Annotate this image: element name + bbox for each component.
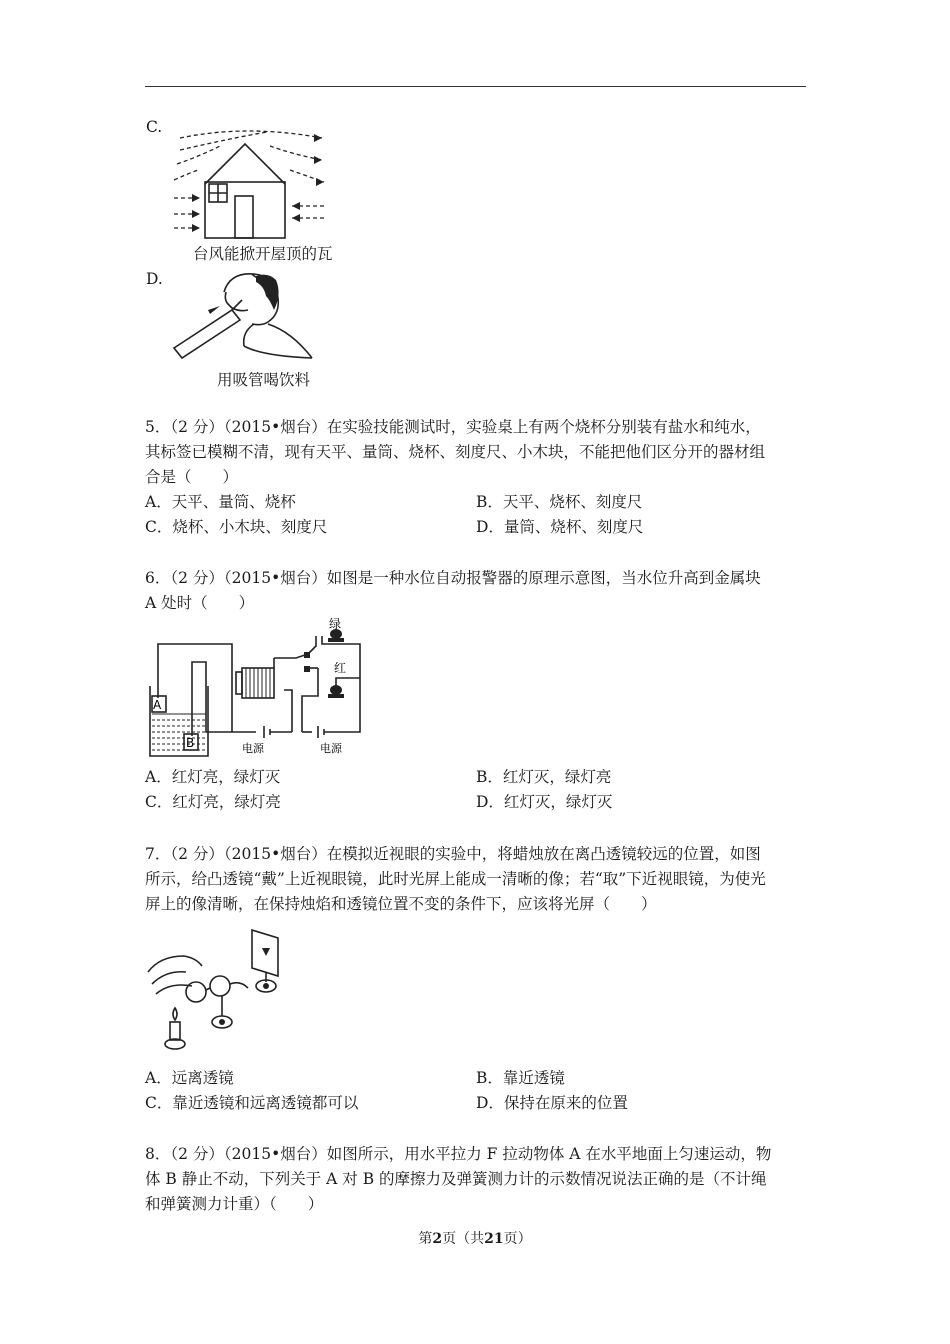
power-source-1-label: 电源 bbox=[242, 742, 264, 755]
electrode-a-label: A bbox=[153, 698, 162, 712]
power-source-2-label: 电源 bbox=[320, 742, 342, 755]
footer-total-pages: 21 bbox=[484, 1231, 504, 1247]
page-footer bbox=[0, 1228, 950, 1248]
option-c-label: C. bbox=[146, 118, 163, 136]
electrode-b-label: B bbox=[186, 736, 195, 750]
q7-option-c[interactable]: C．靠近透镜和远离透镜都可以 bbox=[145, 1094, 359, 1112]
footer-suffix: 页） bbox=[503, 1231, 532, 1247]
option-d-caption: 用吸管喝饮料 bbox=[217, 371, 311, 389]
q7-line-2: 所示，给凸透镜“戴”上近视眼镜，此时光屏上能成一清晰的像；若“取”下近视眼镜，为使光 bbox=[145, 870, 766, 888]
q7-option-b[interactable]: B．靠近透镜 bbox=[476, 1069, 565, 1087]
footer-middle: 页（共 bbox=[442, 1231, 485, 1247]
q5-option-c[interactable]: C．烧杯、小木块、刻度尺 bbox=[145, 518, 328, 536]
q6-option-b[interactable]: B．红灯灭，绿灯亮 bbox=[476, 768, 612, 786]
q5-line-1: 5．（2 分）（2015•烟台）在实验技能测试时，实验桌上有两个烧杯分别装有盐水和纯水， bbox=[145, 418, 761, 436]
water-alarm-circuit-figure bbox=[146, 616, 366, 760]
q6-option-c[interactable]: C．红灯亮，绿灯亮 bbox=[145, 793, 281, 811]
footer-page-number: 2 bbox=[432, 1231, 443, 1247]
q8-line-1: 8．（2 分）（2015•烟台）如图所示，用水平拉力 F 拉动物体 A 在水平地面上匀速运动，物 bbox=[145, 1145, 772, 1163]
q8-line-3: 和弹簧测力计重）（ ） bbox=[145, 1195, 324, 1213]
myopia-lens-experiment-figure bbox=[146, 926, 286, 1054]
q6-line-1: 6．（2 分）（2015•烟台）如图是一种水位自动报警器的原理示意图，当水位升高到金属块 bbox=[145, 569, 761, 587]
q5-option-a[interactable]: A．天平、量筒、烧杯 bbox=[145, 493, 296, 511]
q6-option-d[interactable]: D．红灯灭，绿灯灭 bbox=[476, 793, 613, 811]
drinking-straw-figure bbox=[172, 270, 317, 362]
house-wind-figure bbox=[172, 124, 332, 242]
q8-line-2: 体 B 静止不动，下列关于 A 对 B 的摩擦力及弹簧测力计的示数情况说法正确的是（不计绳 bbox=[145, 1170, 767, 1188]
footer-prefix: 第 bbox=[418, 1231, 433, 1247]
q7-option-a[interactable]: A．远离透镜 bbox=[145, 1069, 234, 1087]
green-lamp-label: 绿 bbox=[329, 617, 342, 631]
option-d-label: D. bbox=[146, 270, 163, 288]
red-lamp-label: 红 bbox=[334, 661, 347, 675]
header-rule bbox=[145, 86, 806, 87]
q7-line-1: 7．（2 分）（2015•烟台）在模拟近视眼的实验中，将蜡烛放在离凸透镜较远的位置，如图 bbox=[145, 845, 761, 863]
q5-line-3: 合是（ ） bbox=[145, 468, 239, 486]
option-c-caption: 台风能掀开屋顶的瓦 bbox=[193, 245, 333, 263]
q5-option-b[interactable]: B．天平、烧杯、刻度尺 bbox=[476, 493, 643, 511]
q6-line-2: A 处时（ ） bbox=[145, 594, 255, 612]
q6-option-a[interactable]: A．红灯亮，绿灯灭 bbox=[145, 768, 281, 786]
q7-option-d[interactable]: D．保持在原来的位置 bbox=[476, 1094, 628, 1112]
q7-line-3: 屏上的像清晰，在保持烛焰和透镜位置不变的条件下，应该将光屏（ ） bbox=[145, 895, 657, 913]
q5-option-d[interactable]: D．量筒、烧杯、刻度尺 bbox=[476, 518, 644, 536]
q5-line-2: 其标签已模糊不清，现有天平、量筒、烧杯、刻度尺、小木块，不能把他们区分开的器材组 bbox=[145, 443, 766, 461]
